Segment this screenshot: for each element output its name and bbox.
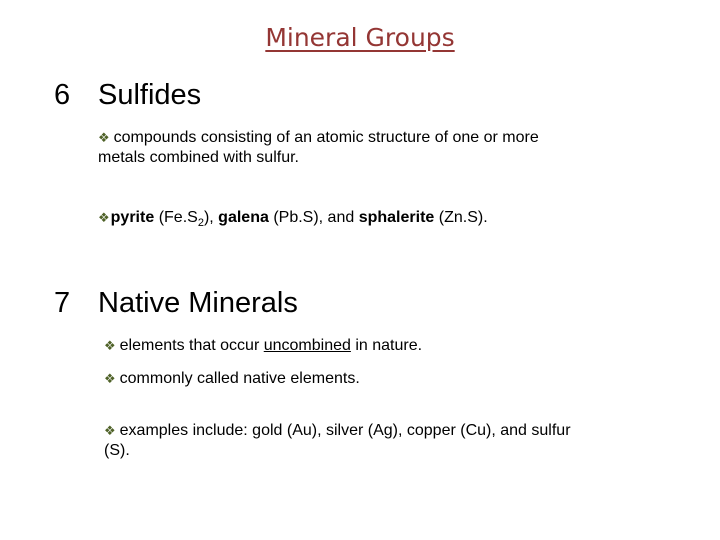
diamond-bullet-icon: ❖: [104, 338, 116, 353]
galena-formula: (Pb.S), and: [273, 209, 355, 226]
section-heading-native-minerals: [54, 286, 298, 320]
bullet-text: compounds consisting of an atomic structure of one or more metals combined with sulfur.: [98, 129, 539, 166]
section-title: Sulfides: [98, 79, 202, 111]
diamond-bullet-icon: ❖: [98, 210, 110, 225]
bullet-native-elements-name: [104, 369, 360, 389]
bullet-text: commonly called native elements.: [119, 370, 360, 387]
bullet-native-elements-examples: [104, 421, 594, 461]
pyrite-formula: $(Fe.S_2)$,: [158, 209, 214, 230]
bullet-sulfides-examples: [98, 208, 698, 228]
mineral-name-sphalerite: sphalerite: [358, 209, 435, 226]
sphalerite-formula: (Zn.S).: [438, 209, 488, 226]
section-number: 6: [54, 79, 71, 111]
bullet-sulfides-definition: [98, 128, 568, 168]
section-number: 7: [54, 287, 71, 319]
mineral-name-galena: galena: [218, 209, 269, 226]
section-heading-sulfides: [54, 78, 201, 112]
slide-title: Mineral Groups: [265, 23, 455, 52]
mineral-name-pyrite: pyrite: [110, 209, 155, 226]
section-title: Native Minerals: [98, 287, 298, 319]
diamond-bullet-icon: ❖: [104, 371, 116, 386]
diamond-bullet-icon: ❖: [104, 423, 116, 438]
bullet-native-elements-uncombined: ❖ elements that occur uncombined in nature.: [104, 337, 423, 354]
bullet-text: examples include: gold (Au), silver (Ag), copper (Cu), and sulfur (S).: [104, 422, 571, 459]
underlined-term: uncombined: [263, 337, 351, 354]
diamond-bullet-icon: ❖: [98, 130, 110, 145]
